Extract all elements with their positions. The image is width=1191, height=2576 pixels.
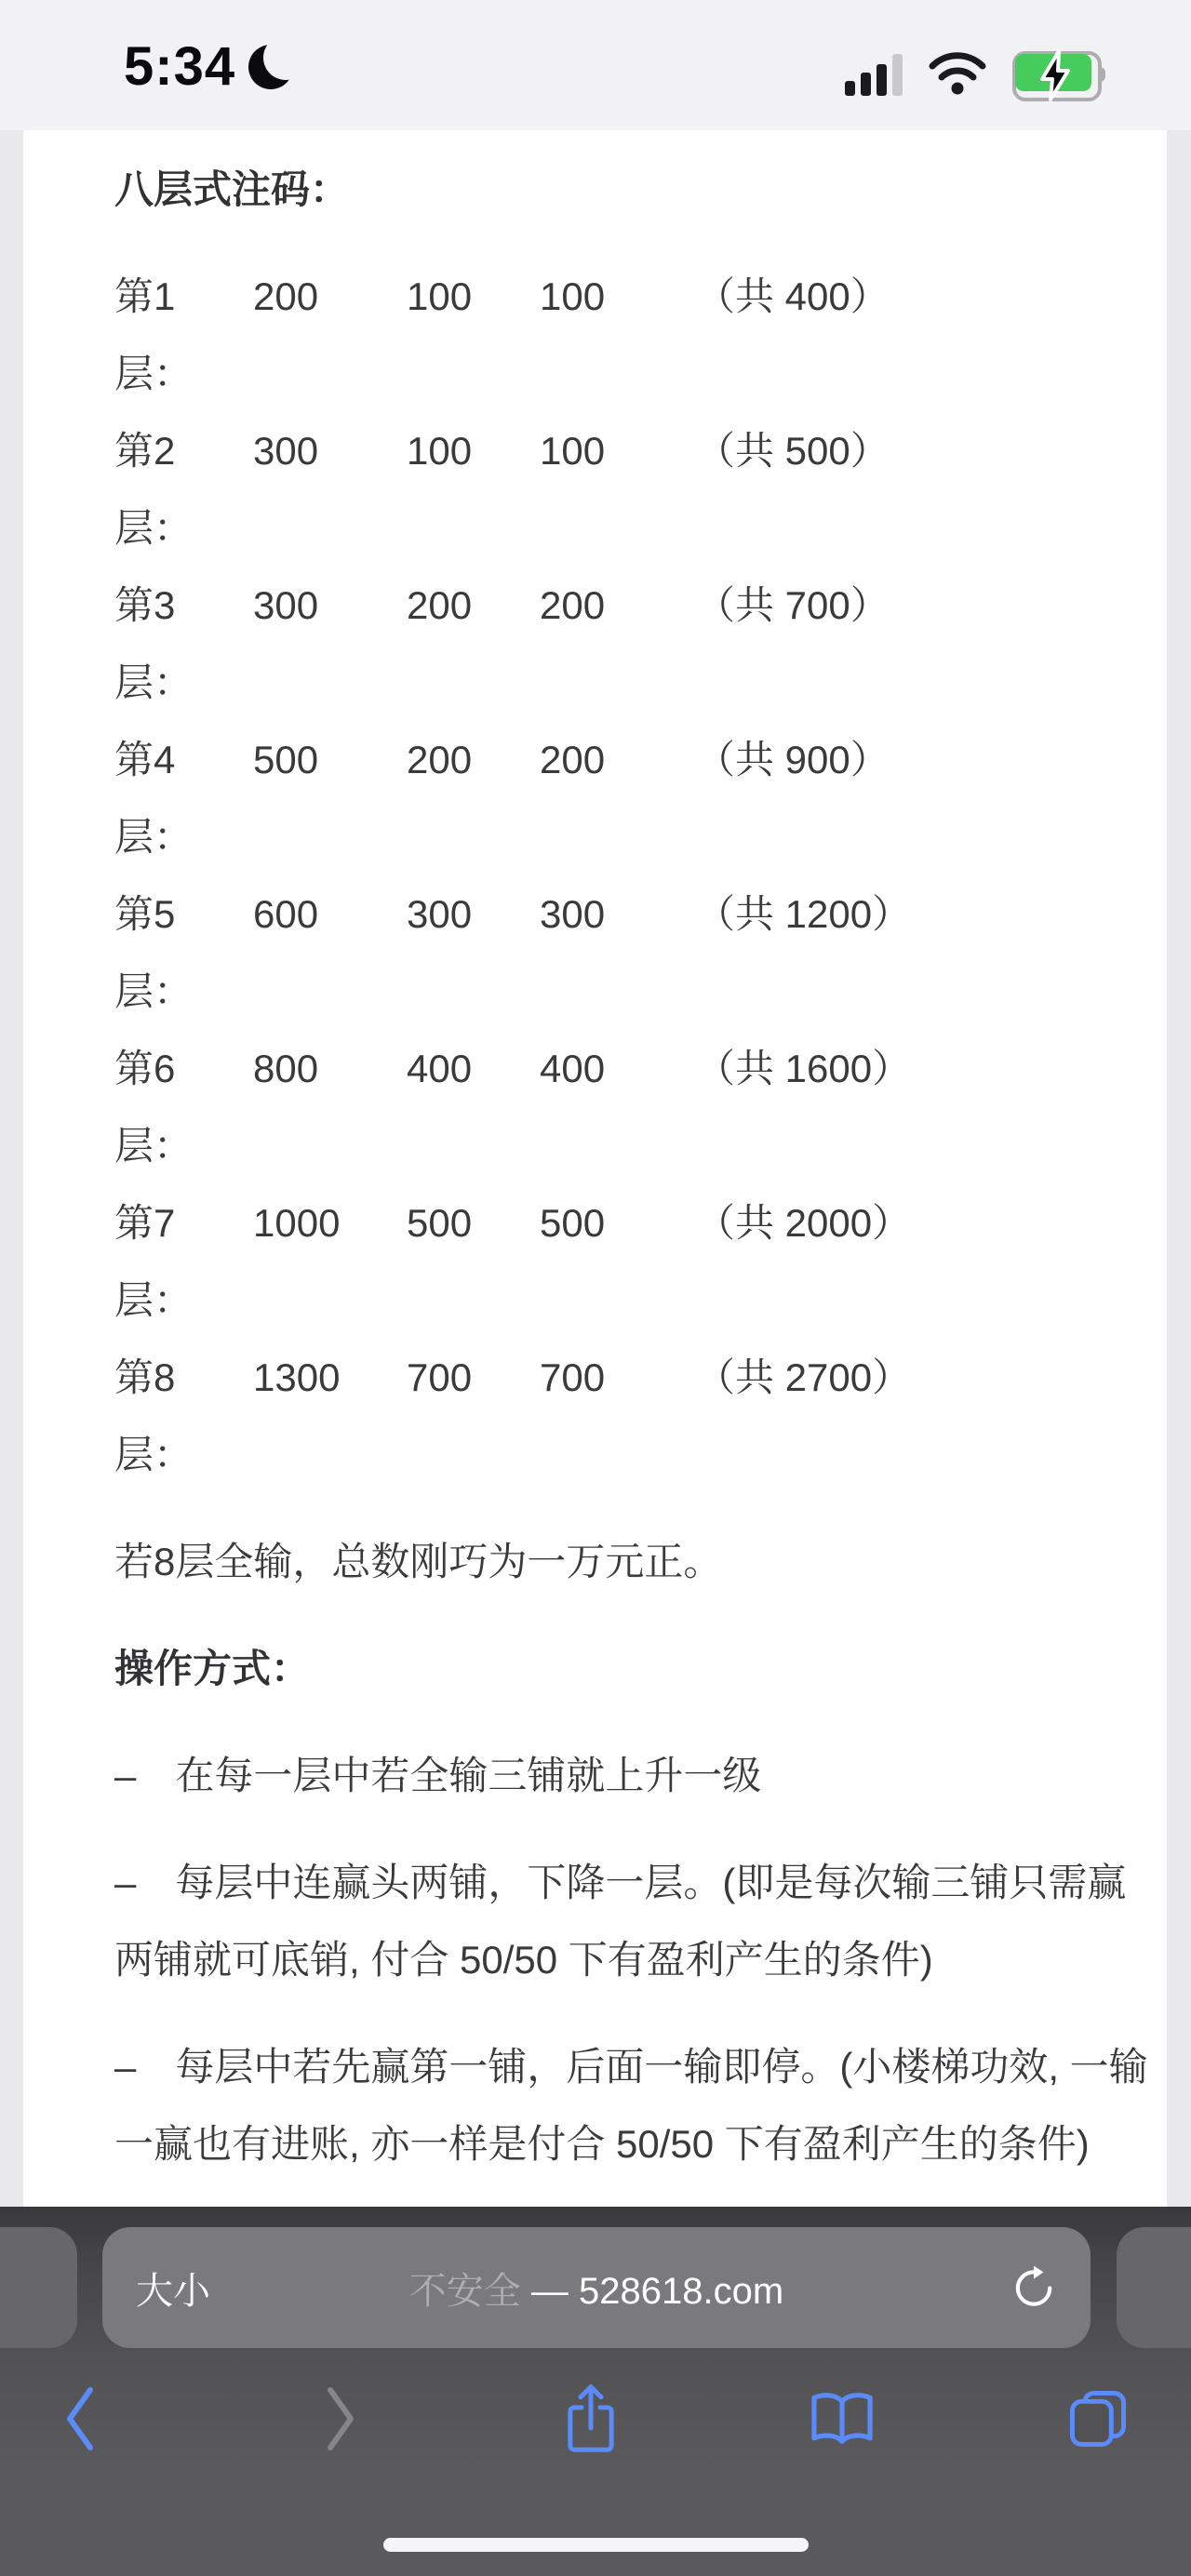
rule-item: – 每层中若先赢第一铺，后面一输即停。(小楼梯功效, 一输一赢也有进账, 亦一样是付合 50/50 下有盈利产生的条件): [114, 2045, 1148, 2166]
row-total: （共 500）: [696, 429, 890, 473]
bet-3: 300: [540, 892, 606, 936]
bet-3: 400: [540, 1047, 606, 1090]
row-total: （共 2000）: [696, 1201, 912, 1245]
table-row: [114, 875, 1150, 1030]
web-page-content: [23, 130, 1167, 2207]
do-not-disturb-moon-icon: [248, 43, 297, 91]
battery-charging-icon: [1012, 51, 1109, 98]
bet-3: 200: [540, 738, 606, 781]
separator: —: [530, 2270, 580, 2312]
address-bar[interactable]: [102, 2227, 1091, 2348]
table-row: [114, 567, 1150, 721]
security-label: 不安全: [408, 2270, 521, 2312]
bet-3: 700: [540, 1355, 606, 1399]
row-total: （共 1200）: [696, 892, 912, 936]
table-row: [114, 1030, 1150, 1184]
domain-text: 528618.com: [579, 2270, 784, 2312]
wifi-icon: [927, 48, 988, 100]
table-row: [114, 258, 1150, 412]
row-label: 第6层：: [114, 1047, 194, 1168]
bet-1: 300: [253, 429, 319, 473]
table-row: [114, 1339, 1150, 1493]
row-label: 第2层：: [114, 429, 194, 550]
row-label: 第1层：: [114, 274, 194, 395]
tabs-button[interactable]: [1056, 2377, 1140, 2461]
bet-3: 200: [540, 583, 606, 627]
share-icon: [562, 2382, 620, 2456]
forward-button[interactable]: [299, 2377, 382, 2461]
bookmarks-button[interactable]: [800, 2377, 884, 2461]
row-total: （共 2700）: [696, 1355, 912, 1399]
row-label: 第4层：: [114, 738, 194, 859]
row-total: （共 400）: [696, 274, 890, 318]
row-label: 第3层：: [114, 583, 194, 704]
bet-1: 300: [253, 583, 319, 627]
forward-chevron-icon: [325, 2385, 356, 2452]
bet-1: 500: [253, 738, 319, 781]
row-label: 第7层：: [114, 1201, 194, 1322]
table-row: [114, 721, 1150, 875]
row-total: （共 900）: [696, 738, 890, 781]
home-indicator[interactable]: [383, 2538, 809, 2552]
row-total: （共 700）: [696, 583, 890, 627]
bet-2: 400: [407, 1047, 473, 1090]
next-tab-preview[interactable]: [1117, 2227, 1191, 2348]
address-text: [102, 2262, 1091, 2315]
bet-2: 100: [407, 274, 473, 318]
row-label: 第8层：: [114, 1355, 194, 1476]
section-title: 操作方式：: [114, 1647, 311, 1690]
bet-3: 100: [540, 274, 606, 318]
reload-icon: [1010, 2264, 1056, 2311]
bet-2: 500: [407, 1201, 473, 1245]
bet-1: 200: [253, 274, 319, 318]
back-chevron-icon: [64, 2385, 96, 2452]
bet-2: 200: [407, 583, 473, 627]
bet-2: 700: [407, 1355, 473, 1399]
tabs-icon: [1067, 2388, 1129, 2449]
bet-2: 300: [407, 892, 473, 936]
book-icon: [808, 2390, 877, 2448]
text-size-button[interactable]: 大小: [136, 2270, 210, 2312]
row-label: 第5层：: [114, 892, 194, 1013]
bet-1: 600: [253, 892, 319, 936]
bet-1: 1300: [253, 1355, 341, 1399]
rule-item: – 每层中连赢头两铺，下降一层。(即是每次输三铺只需赢两铺就可底销, 付合 50/50 下有盈利产生的条件): [114, 1861, 1127, 1982]
bet-3: 500: [540, 1201, 606, 1245]
row-total: （共 1600）: [696, 1047, 912, 1090]
rule-item: – 在每一层中若全输三铺就上升一级: [114, 1754, 762, 1797]
bet-2: 100: [407, 429, 473, 473]
safari-bottom-toolbar: [0, 2207, 1191, 2576]
status-bar: [0, 0, 1191, 130]
reload-button[interactable]: [999, 2254, 1066, 2321]
table-row: [114, 1184, 1150, 1339]
summary-paragraph: 若8层全输，总数刚巧为一万元正。: [114, 1540, 723, 1583]
share-button[interactable]: [549, 2377, 633, 2461]
clock-time: 5:34: [124, 36, 236, 97]
bet-2: 200: [407, 738, 473, 781]
table-row: [114, 412, 1150, 567]
page-title: 八层式注码：: [114, 167, 350, 211]
bet-1: 800: [253, 1047, 319, 1090]
cellular-signal-icon: [845, 53, 903, 96]
back-button[interactable]: [38, 2377, 122, 2461]
staking-table: [114, 258, 1150, 1493]
bet-3: 100: [540, 429, 606, 473]
previous-tab-preview[interactable]: [0, 2227, 77, 2348]
bet-1: 1000: [253, 1201, 341, 1245]
